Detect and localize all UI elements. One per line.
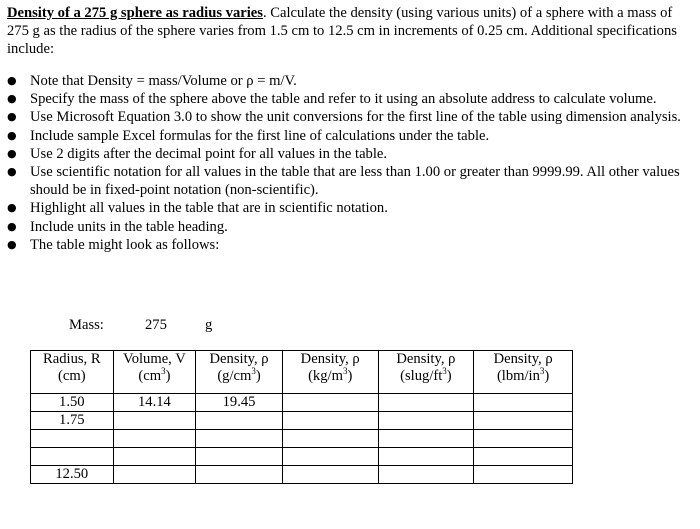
table-row bbox=[31, 466, 573, 484]
table-cell bbox=[378, 448, 474, 466]
spec-item: ● Highlight all values in the table that are in scientific notation. bbox=[7, 200, 388, 217]
table-cell bbox=[196, 466, 283, 484]
table-row bbox=[31, 448, 573, 466]
spec-item: ● Note that Density = mass/Volume or ρ = m/V. bbox=[7, 73, 297, 89]
table-cell bbox=[113, 412, 196, 430]
table-cell bbox=[378, 394, 474, 412]
table-cell bbox=[378, 412, 474, 430]
table-cell bbox=[113, 430, 196, 448]
header-density-kg-m3: Density, ρ $(kg/m^3)$ bbox=[282, 351, 378, 394]
mass-value: 275 bbox=[145, 317, 167, 333]
table-cell bbox=[474, 448, 573, 466]
table-cell bbox=[196, 412, 283, 430]
table-cell: 1.75 bbox=[31, 412, 114, 430]
table-row bbox=[31, 412, 573, 430]
table-cell bbox=[196, 448, 283, 466]
table-cell bbox=[282, 430, 378, 448]
table-cell: 1.50 bbox=[31, 394, 114, 412]
spec-item: ● Use 2 digits after the decimal point for all values in the table. bbox=[7, 145, 388, 162]
table-row bbox=[31, 430, 573, 448]
table-header-row bbox=[31, 351, 573, 394]
spec-item: ● The table might look as follows: bbox=[7, 236, 220, 253]
table-cell bbox=[474, 430, 573, 448]
table-cell bbox=[113, 448, 196, 466]
density-table bbox=[30, 350, 573, 484]
bullet-icon: ● bbox=[7, 128, 17, 142]
table-cell bbox=[282, 448, 378, 466]
table-cell bbox=[474, 466, 573, 484]
spec-item: ● Include sample Excel formulas for the first line of calculations under the table. bbox=[7, 127, 490, 144]
table-cell bbox=[378, 430, 474, 448]
table-cell bbox=[474, 394, 573, 412]
bullet-icon: ● bbox=[7, 165, 17, 179]
header-volume: Volume, V $(cm^3)$ bbox=[113, 351, 196, 394]
table-cell bbox=[31, 430, 114, 448]
assignment-title: Density of a 275 g sphere as radius varies bbox=[7, 5, 263, 21]
mass-unit: g bbox=[205, 317, 213, 333]
header-density-g-cm3: Density, ρ $(g/cm^3)$ bbox=[196, 351, 283, 394]
table-cell: 14.14 bbox=[113, 394, 196, 412]
table-cell: 12.50 bbox=[31, 466, 114, 484]
bullet-icon: ● bbox=[7, 92, 17, 106]
specifications-list bbox=[0, 72, 700, 254]
table-cell bbox=[282, 412, 378, 430]
mass-label: Mass: bbox=[69, 317, 104, 333]
bullet-icon: ● bbox=[7, 201, 17, 215]
table-row bbox=[31, 394, 573, 412]
intro-paragraph bbox=[7, 4, 695, 59]
spec-item: ● Include units in the table heading. bbox=[7, 218, 228, 235]
table-cell bbox=[113, 466, 196, 484]
intro-text: . Calculate the density (using various units) of a sphere with a mass of 275 g as the radius of the sphere varies from 1.5 cm to 12.5 cm in increments of 0.25 cm. Additional specifications include: bbox=[7, 5, 677, 58]
spec-item: ● Use Microsoft Equation 3.0 to show the unit conversions for the first line of the table using dimension analysis. bbox=[7, 109, 681, 126]
bullet-icon: ● bbox=[7, 74, 17, 87]
spec-item: ● Use scientific notation for all values in the table that are less than 1.00 or greater than 9999.99. All other values should be in fixed-point notation (non-scientific). bbox=[7, 164, 680, 199]
bullet-icon: ● bbox=[7, 237, 17, 251]
header-density-slug-ft3: Density, ρ $(slug/ft^3)$ bbox=[378, 351, 474, 394]
table-cell: 19.45 bbox=[196, 394, 283, 412]
table-cell bbox=[282, 466, 378, 484]
table-cell bbox=[282, 394, 378, 412]
mass-row bbox=[0, 316, 700, 336]
bullet-icon: ● bbox=[7, 219, 17, 233]
table-cell bbox=[196, 430, 283, 448]
header-density-lbm-in3: Density, ρ $(lbm/in^3)$ bbox=[474, 351, 573, 394]
table-cell bbox=[378, 466, 474, 484]
bullet-icon: ● bbox=[7, 110, 17, 124]
table-cell bbox=[474, 412, 573, 430]
header-radius: Radius, R (cm) bbox=[31, 351, 114, 394]
table-cell bbox=[31, 448, 114, 466]
bullet-icon: ● bbox=[7, 146, 17, 160]
spec-item: ● Specify the mass of the sphere above the table and refer to it using an absolute address to calculate volume. bbox=[7, 91, 657, 108]
